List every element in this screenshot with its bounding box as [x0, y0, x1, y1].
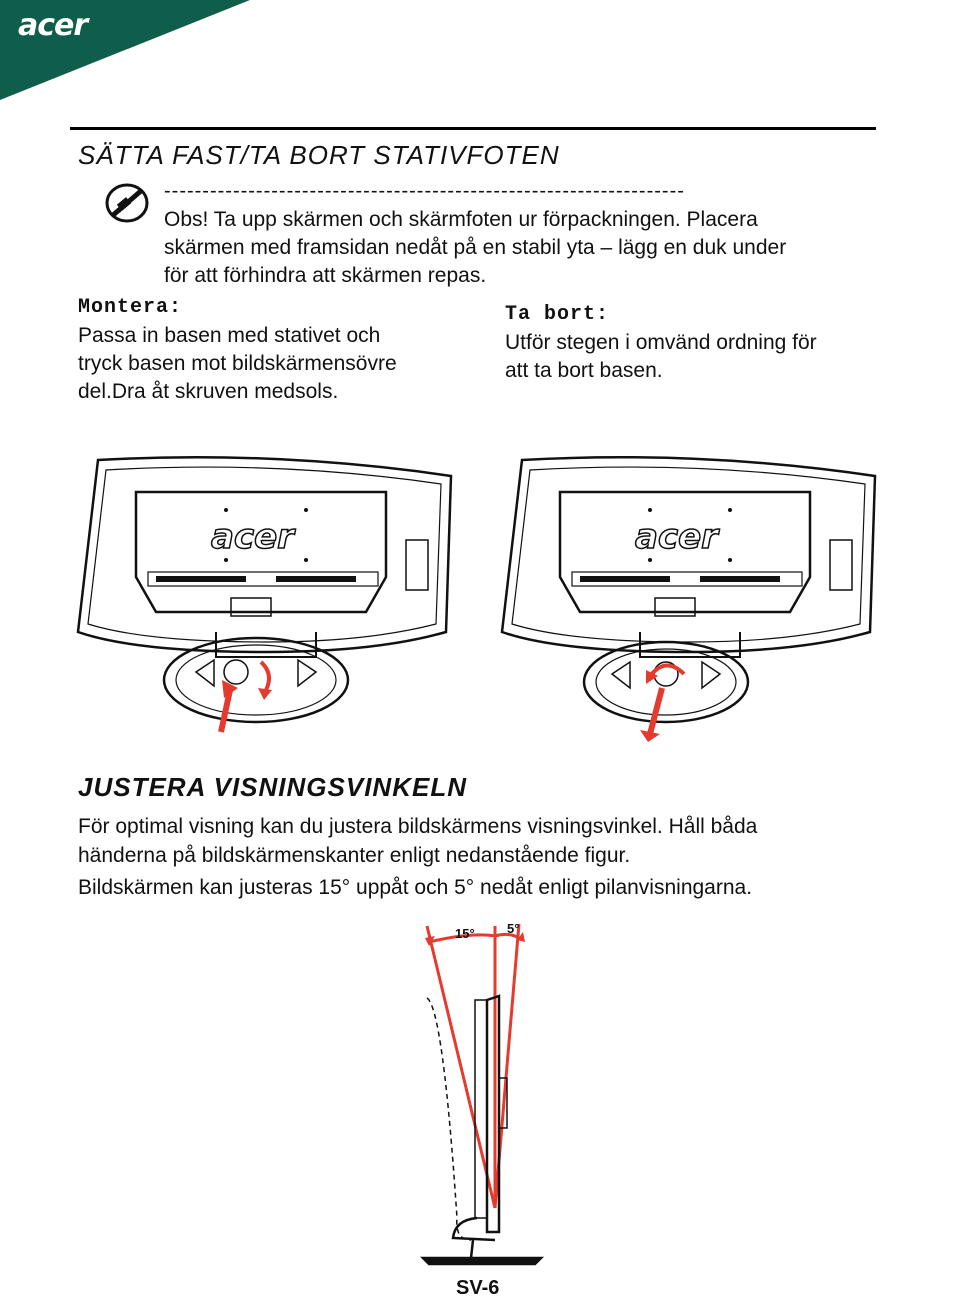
angle-paragraph	[78, 812, 898, 870]
mount-line: del.Dra åt skruven medsols.	[78, 380, 339, 403]
remove-base-figure	[500, 452, 884, 742]
note-line: skärmen med framsidan nedåt på en stabil yta – lägg en duk under	[164, 236, 787, 259]
mount-line: Passa in basen med stativet och	[78, 324, 381, 347]
monitor-back-logo: acer	[211, 517, 294, 557]
angle-paragraph-line: händerna på bildskärmenskanter enligt nedanstående figur.	[78, 844, 631, 867]
tilt-angle-figure	[415, 918, 555, 1268]
angle-up-label: 15°	[455, 926, 475, 941]
remove-line: att ta bort basen.	[505, 359, 663, 382]
section-rule	[70, 127, 876, 130]
mount-label: Montera:	[78, 296, 183, 319]
note-line: för att förhindra att skärmen repas.	[164, 264, 487, 287]
note-dash-line: --------------------------------------------------------------------	[164, 180, 685, 202]
note-text	[164, 206, 904, 290]
remove-line: Utför stegen i omvänd ordning för	[505, 331, 817, 354]
mount-instructions	[78, 322, 478, 406]
acer-logo: acer	[18, 8, 88, 43]
page-number: SV-6	[456, 1277, 500, 1299]
angle-down-label: 5°	[507, 921, 520, 936]
mount-base-figure	[76, 452, 460, 742]
mount-line: tryck basen mot bildskärmensövre	[78, 352, 397, 375]
note-line: Obs! Ta upp skärmen och skärmfoten ur förpackningen. Placera	[164, 208, 758, 231]
section-title-mount-stand: SÄTTA FAST/TA BORT STATIVFOTEN	[78, 140, 560, 170]
angle-paragraph-line: För optimal visning kan du justera bildskärmens visningsvinkel. Håll båda	[78, 815, 758, 838]
section-title-viewing-angle: JUSTERA VISNINGSVINKELN	[78, 772, 467, 802]
monitor-back-logo: acer	[635, 517, 718, 557]
note-pen-icon	[104, 182, 152, 224]
remove-instructions	[505, 329, 905, 385]
remove-label: Ta bort:	[505, 303, 610, 326]
angle-range-text: Bildskärmen kan justeras 15° uppåt och 5° nedåt enligt pilanvisningarna.	[78, 876, 753, 899]
